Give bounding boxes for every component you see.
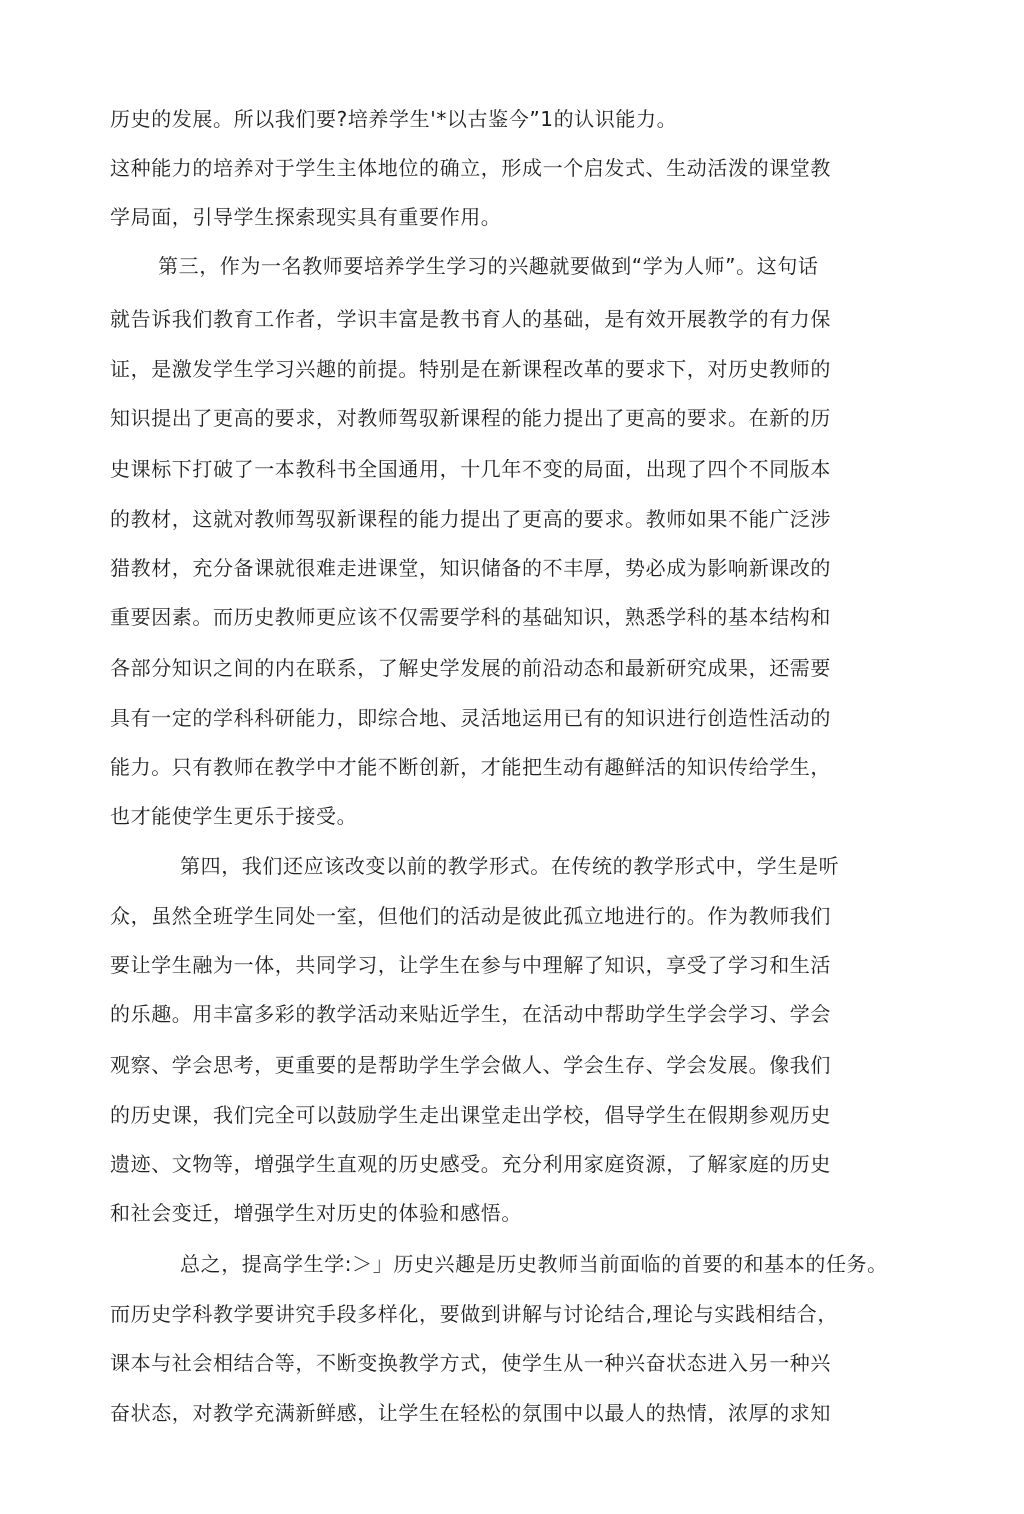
text-line: 这种能力的培养对于学生主体地位的确立，形成一个启发式、生动活泼的课堂教 <box>110 156 831 180</box>
text-line: 总之，提高学生学:＞」历史兴趣是历史教师当前面临的首要的和基本的任务。 <box>180 1252 888 1276</box>
text-line: 要让学生融为一体，共同学习，让学生在参与中理解了知识，享受了学习和生活 <box>110 953 831 977</box>
text-line: 证，是激发学生学习兴趣的前提。特别是在新课程改革的要求下，对历史教师的 <box>110 357 831 381</box>
text-line: 遗迹、文物等，增强学生直观的历史感受。充分利用家庭资源，了解家庭的历史 <box>110 1152 831 1176</box>
text-line: 就告诉我们教育工作者，学识丰富是教书育人的基础，是有效开展教学的有力保 <box>110 307 831 331</box>
text-line: 第三，作为一名教师要培养学生学习的兴趣就要做到“学为人师”。这句话 <box>158 254 819 278</box>
text-line: 历史的发展。所以我们要?培养学生'*以古鉴今”1的认识能力。 <box>110 107 678 131</box>
text-line: 各部分知识之间的内在联系，了解史学发展的前沿动态和最新研究成果，还需要 <box>110 656 831 680</box>
text-line: 第四，我们还应该改变以前的教学形式。在传统的教学形式中，学生是听 <box>180 854 840 878</box>
text-line: 而历史学科教学要讲究手段多样化，要做到讲解与讨论结合,理论与实践相结合， <box>110 1302 838 1326</box>
text-line: 课本与社会相结合等，不断变换教学方式，使学生从一种兴奋状态进入另一种兴 <box>110 1351 831 1375</box>
text-line: 学局面，引导学生探索现实具有重要作用。 <box>110 205 502 229</box>
text-line: 的历史课，我们完全可以鼓励学生走出课堂走出学校，倡导学生在假期参观历史 <box>110 1103 831 1127</box>
text-line: 能力。只有教师在教学中才能不断创新，才能把生动有趣鲜活的知识传给学生， <box>110 755 831 779</box>
text-line: 也才能使学生更乐于接受。 <box>110 804 358 828</box>
text-line: 奋状态，对教学充满新鲜感，让学生在轻松的氛围中以最人的热情，浓厚的求知 <box>110 1401 831 1425</box>
text-line: 具有一定的学科科研能力，即综合地、灵活地运用已有的知识进行创造性活动的 <box>110 706 831 730</box>
text-line: 和社会变迁，增强学生对历史的体验和感悟。 <box>110 1201 522 1225</box>
text-line: 重要因素。而历史教师更应该不仅需要学科的基础知识，熟悉学科的基本结构和 <box>110 605 831 629</box>
text-line: 的乐趣。用丰富多彩的教学活动来贴近学生，在活动中帮助学生学会学习、学会 <box>110 1002 831 1026</box>
text-line: 观察、学会思考，更重要的是帮助学生学会做人、学会生存、学会发展。像我们 <box>110 1053 831 1077</box>
text-line: 的教材，这就对教师驾驭新课程的能力提出了更高的要求。教师如果不能广泛涉 <box>110 507 831 531</box>
text-line: 众，虽然全班学生同处一室，但他们的活动是彼此孤立地进行的。作为教师我们 <box>110 904 831 928</box>
text-line: 史课标下打破了一本教科书全国通用，十几年不变的局面，出现了四个不同版本 <box>110 457 831 481</box>
text-line: 猎教材，充分备课就很难走进课堂，知识储备的不丰厚，势必成为影响新课改的 <box>110 556 831 580</box>
text-line: 知识提出了更高的要求，对教师驾驭新课程的能力提出了更高的要求。在新的历 <box>110 406 831 430</box>
